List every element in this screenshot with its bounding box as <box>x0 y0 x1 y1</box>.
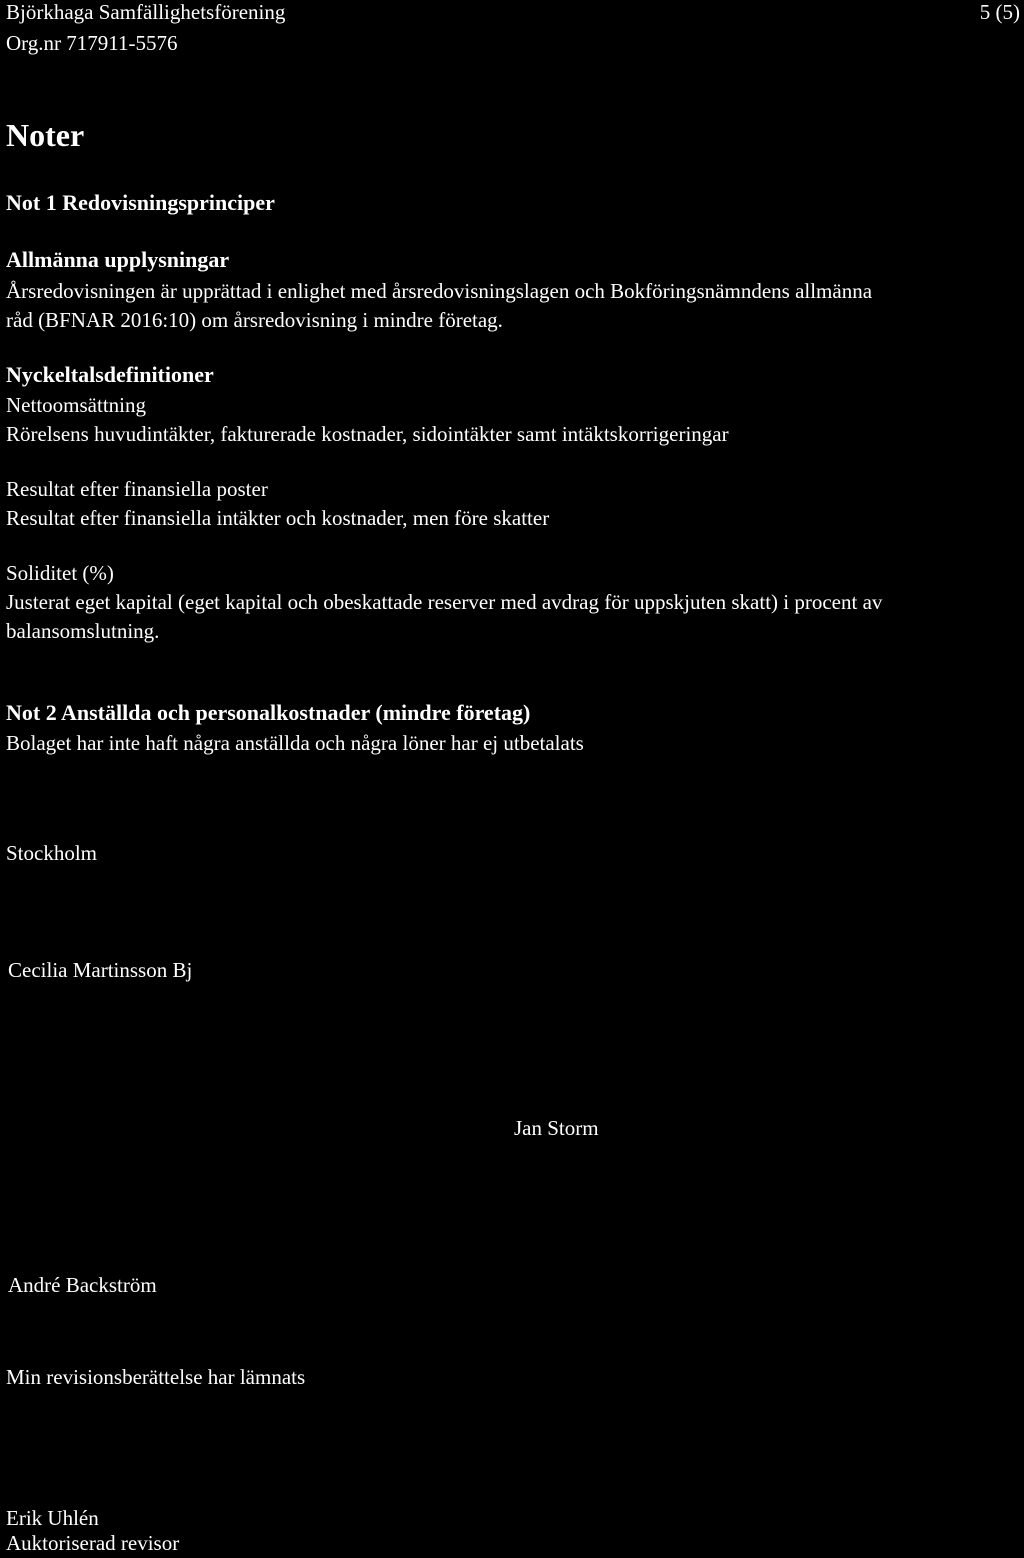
general-info-line-2: råd (BFNAR 2016:10) om årsredovisning i mindre företag. <box>6 308 503 332</box>
signing-place: Stockholm <box>6 841 98 865</box>
general-info-line-1: Årsredovisningen är upprättad i enlighet med årsredovisningslagen och Bokföringsnämndens allmänna <box>6 279 873 303</box>
auditor-statement: Min revisionsberättelse har lämnats <box>6 1365 306 1389</box>
note2-heading: Not 2 Anställda och personalkostnader (mindre företag) <box>6 700 531 725</box>
kpi-definitions-heading: Nyckeltalsdefinitioner <box>6 362 214 387</box>
kpi-definition-continued: balansomslutning. <box>6 619 160 643</box>
signatory-name: Cecilia Martinsson Bj <box>8 958 193 982</box>
organization-name: Björkhaga Samfällighetsförening <box>6 0 286 24</box>
page-number: 5 (5) <box>979 0 1020 24</box>
auditor-name: Erik Uhlén <box>6 1506 99 1530</box>
auditor-title: Auktoriserad revisor <box>6 1531 180 1555</box>
kpi-definition: Justerat eget kapital (eget kapital och obeskattade reserver med avdrag för uppskjuten skatt) i procent av <box>6 590 883 614</box>
signatory-name: Jan Storm <box>514 1116 599 1140</box>
general-info-heading: Allmänna upplysningar <box>6 247 230 272</box>
note2-text: Bolaget har inte haft några anställda och några löner har ej utbetalats <box>6 731 584 755</box>
kpi-term: Resultat efter finansiella poster <box>6 477 268 501</box>
page-title: Noter <box>6 117 85 153</box>
signatory-name: André Backström <box>8 1273 157 1297</box>
kpi-term: Soliditet (%) <box>6 561 114 585</box>
kpi-definition: Rörelsens huvudintäkter, fakturerade kostnader, sidointäkter samt intäktskorrigeringar <box>6 422 729 446</box>
kpi-term: Nettoomsättning <box>6 393 146 417</box>
note1-heading: Not 1 Redovisningsprinciper <box>6 190 275 215</box>
organization-number: Org.nr 717911-5576 <box>6 31 178 55</box>
kpi-definition: Resultat efter finansiella intäkter och kostnader, men före skatter <box>6 506 550 530</box>
